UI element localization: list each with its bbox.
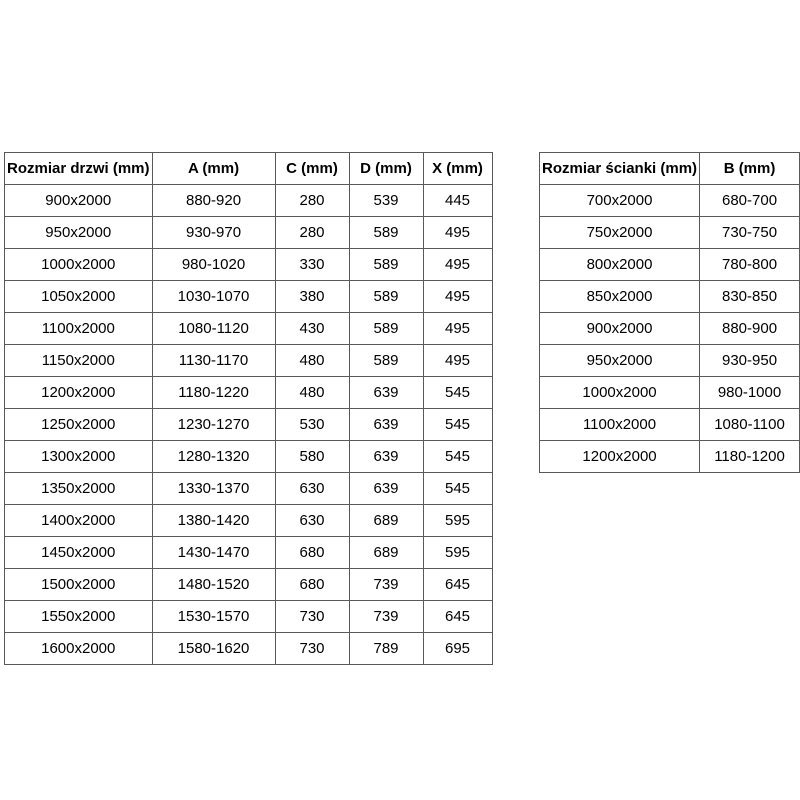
- table-row: [540, 377, 800, 409]
- column-header: B (mm): [700, 153, 800, 185]
- cell: 495: [423, 281, 492, 313]
- cell: 950x2000: [540, 345, 700, 377]
- column-header: D (mm): [349, 153, 423, 185]
- cell: 950x2000: [5, 217, 153, 249]
- cell: 850x2000: [540, 281, 700, 313]
- cell: 595: [423, 537, 492, 569]
- cell: 545: [423, 441, 492, 473]
- cell: 730: [275, 633, 349, 665]
- header-row: [540, 153, 800, 185]
- table-row: [540, 281, 800, 313]
- cell: 1150x2000: [5, 345, 153, 377]
- cell: 630: [275, 473, 349, 505]
- table-row: [540, 217, 800, 249]
- column-header: C (mm): [275, 153, 349, 185]
- cell: 1600x2000: [5, 633, 153, 665]
- cell: 495: [423, 217, 492, 249]
- cell: 545: [423, 377, 492, 409]
- table-row: [540, 185, 800, 217]
- cell: 1330-1370: [152, 473, 275, 505]
- cell: 330: [275, 249, 349, 281]
- cell: 730: [275, 601, 349, 633]
- cell: 545: [423, 409, 492, 441]
- header-row: [5, 153, 493, 185]
- cell: 1500x2000: [5, 569, 153, 601]
- cell: 750x2000: [540, 217, 700, 249]
- cell: 639: [349, 441, 423, 473]
- cell: 1230-1270: [152, 409, 275, 441]
- table-row: [5, 537, 493, 569]
- cell: 1080-1120: [152, 313, 275, 345]
- column-header: A (mm): [152, 153, 275, 185]
- table-row: [540, 409, 800, 441]
- table-row: [5, 505, 493, 537]
- cell: 589: [349, 281, 423, 313]
- cell: 739: [349, 569, 423, 601]
- cell: 980-1020: [152, 249, 275, 281]
- cell: 1300x2000: [5, 441, 153, 473]
- table-row: [5, 249, 493, 281]
- cell: 495: [423, 345, 492, 377]
- cell: 445: [423, 185, 492, 217]
- cell: 1530-1570: [152, 601, 275, 633]
- cell: 589: [349, 249, 423, 281]
- table-row: [5, 185, 493, 217]
- cell: 980-1000: [700, 377, 800, 409]
- cell: 700x2000: [540, 185, 700, 217]
- cell: 1080-1100: [700, 409, 800, 441]
- cell: 1250x2000: [5, 409, 153, 441]
- cell: 380: [275, 281, 349, 313]
- cell: 1000x2000: [5, 249, 153, 281]
- table-row: [540, 249, 800, 281]
- cell: 480: [275, 377, 349, 409]
- cell: 1180-1220: [152, 377, 275, 409]
- cell: 589: [349, 313, 423, 345]
- table-row: [5, 633, 493, 665]
- cell: 280: [275, 185, 349, 217]
- cell: 495: [423, 249, 492, 281]
- cell: 680: [275, 569, 349, 601]
- cell: 930-950: [700, 345, 800, 377]
- cell: 1480-1520: [152, 569, 275, 601]
- table-row: [5, 569, 493, 601]
- column-header: Rozmiar drzwi (mm): [5, 153, 153, 185]
- cell: 680: [275, 537, 349, 569]
- cell: 1000x2000: [540, 377, 700, 409]
- cell: 639: [349, 377, 423, 409]
- cell: 689: [349, 537, 423, 569]
- cell: 780-800: [700, 249, 800, 281]
- cell: 739: [349, 601, 423, 633]
- cell: 639: [349, 473, 423, 505]
- table-row: [5, 441, 493, 473]
- cell: 1050x2000: [5, 281, 153, 313]
- cell: 900x2000: [540, 313, 700, 345]
- cell: 1430-1470: [152, 537, 275, 569]
- cell: 589: [349, 217, 423, 249]
- table-row: [540, 345, 800, 377]
- table-row: [5, 409, 493, 441]
- cell: 430: [275, 313, 349, 345]
- column-header: Rozmiar ścianki (mm): [540, 153, 700, 185]
- cell: 589: [349, 345, 423, 377]
- cell: 1030-1070: [152, 281, 275, 313]
- table-row: [540, 441, 800, 473]
- table-row: [5, 601, 493, 633]
- cell: 800x2000: [540, 249, 700, 281]
- cell: 1200x2000: [540, 441, 700, 473]
- cell: 1580-1620: [152, 633, 275, 665]
- cell: 639: [349, 409, 423, 441]
- table-row: [5, 377, 493, 409]
- cell: 830-850: [700, 281, 800, 313]
- cell: 1100x2000: [5, 313, 153, 345]
- cell: 1400x2000: [5, 505, 153, 537]
- cell: 680-700: [700, 185, 800, 217]
- cell: 695: [423, 633, 492, 665]
- cell: 480: [275, 345, 349, 377]
- cell: 580: [275, 441, 349, 473]
- cell: 1350x2000: [5, 473, 153, 505]
- cell: 595: [423, 505, 492, 537]
- cell: 495: [423, 313, 492, 345]
- cell: 689: [349, 505, 423, 537]
- cell: 880-920: [152, 185, 275, 217]
- cell: 789: [349, 633, 423, 665]
- table-row: [5, 281, 493, 313]
- cell: 900x2000: [5, 185, 153, 217]
- cell: 1200x2000: [5, 377, 153, 409]
- cell: 1380-1420: [152, 505, 275, 537]
- cell: 530: [275, 409, 349, 441]
- wall-size-table: [539, 152, 800, 473]
- cell: 880-900: [700, 313, 800, 345]
- cell: 1550x2000: [5, 601, 153, 633]
- cell: 1280-1320: [152, 441, 275, 473]
- cell: 630: [275, 505, 349, 537]
- table-row: [5, 313, 493, 345]
- door-size-table: [4, 152, 493, 665]
- table-row: [5, 345, 493, 377]
- table-row: [5, 217, 493, 249]
- cell: 1100x2000: [540, 409, 700, 441]
- cell: 645: [423, 601, 492, 633]
- cell: 539: [349, 185, 423, 217]
- cell: 730-750: [700, 217, 800, 249]
- cell: 1130-1170: [152, 345, 275, 377]
- column-header: X (mm): [423, 153, 492, 185]
- cell: 930-970: [152, 217, 275, 249]
- cell: 1180-1200: [700, 441, 800, 473]
- cell: 645: [423, 569, 492, 601]
- cell: 280: [275, 217, 349, 249]
- cell: 545: [423, 473, 492, 505]
- cell: 1450x2000: [5, 537, 153, 569]
- table-row: [5, 473, 493, 505]
- table-row: [540, 313, 800, 345]
